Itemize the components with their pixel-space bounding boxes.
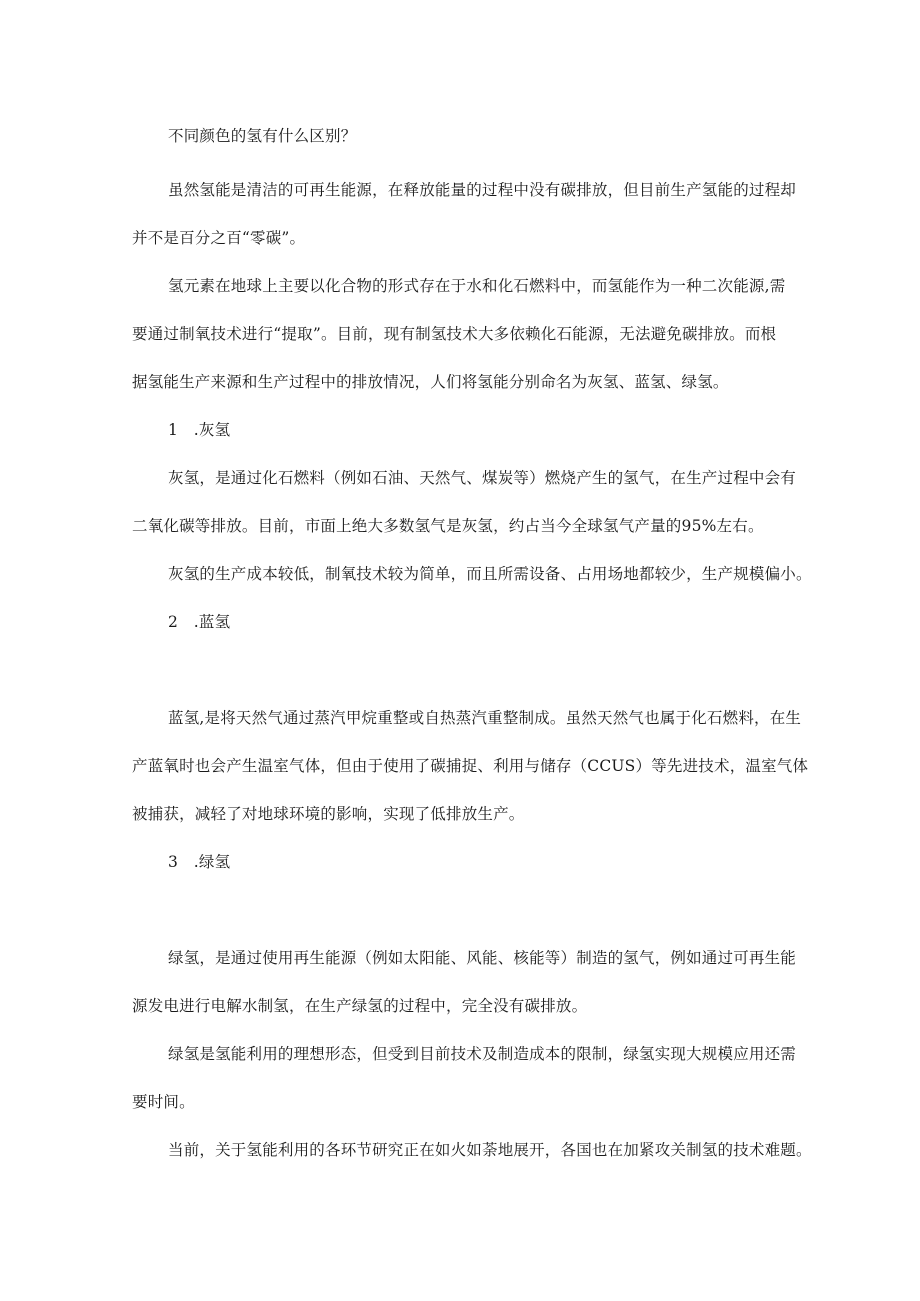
blue-line-2: 产蓝氧时也会产生温室气体，但由于使用了碳捕捉、利用与储存（CCUS）等先进技术，温室气体 <box>132 757 809 775</box>
intro-line-1: 虽然氢能是清洁的可再生能源，在释放能量的过程中没有碳排放，但目前生产氢能的过程却 <box>168 181 797 199</box>
background-line-1: 氢元素在地球上主要以化合物的形式存在于水和化石燃料中，而氢能作为一种二次能源,需 <box>168 277 786 295</box>
gray-line-1: 灰氢，是通过化石燃料（例如石油、天然气、煤炭等）燃烧产生的氢气，在生产过程中会有 <box>168 469 797 487</box>
green-line-2: 源发电进行电解水制氢，在生产绿氢的过程中，完全没有碳排放。 <box>132 997 588 1015</box>
intro-line-2: 并不是百分之百“零碳”。 <box>132 229 306 247</box>
section-title-green: 3 .绿氢 <box>168 853 231 871</box>
background-line-3: 据氢能生产来源和生产过程中的排放情况，人们将氢能分别命名为灰氢、蓝氢、绿氢。 <box>132 373 729 391</box>
green-line-1: 绿氢，是通过使用再生能源（例如太阳能、风能、核能等）制造的氢气，例如通过可再生能 <box>168 949 797 967</box>
green-line-3: 绿氢是氢能利用的理想形态，但受到目前技术及制造成本的限制，绿氢实现大规模应用还需 <box>168 1045 797 1063</box>
closing-line: 当前，关于氢能利用的各环节研究正在如火如荼地展开，各国也在加紧攻关制氢的技术难题。 <box>168 1141 812 1159</box>
blue-line-3: 被捕获，减轻了对地球环境的影响，实现了低排放生产。 <box>132 805 525 823</box>
section-title-blue: 2 .蓝氢 <box>168 613 231 631</box>
document-heading: 不同颜色的氢有什么区别？ <box>168 127 357 145</box>
gray-line-3: 灰氢的生产成本较低，制氧技术较为简单，而且所需设备、占用场地都较少，生产规模偏小。 <box>168 565 812 583</box>
background-line-2: 要通过制氧技术进行“提取”。目前，现有制氢技术大多依赖化石能源，无法避免碳排放。而根 <box>132 325 777 343</box>
gray-line-2: 二氧化碳等排放。目前，市面上绝大多数氢气是灰氢，约占当今全球氢气产量的95%左右。 <box>132 517 764 535</box>
green-line-4: 要时间。 <box>132 1093 195 1111</box>
section-title-gray: 1 .灰氢 <box>168 421 231 439</box>
blue-line-1: 蓝氢,是将天然气通过蒸汽甲烷重整或自热蒸汽重整制成。虽然天然气也属于化石燃料，在生 <box>168 709 802 727</box>
